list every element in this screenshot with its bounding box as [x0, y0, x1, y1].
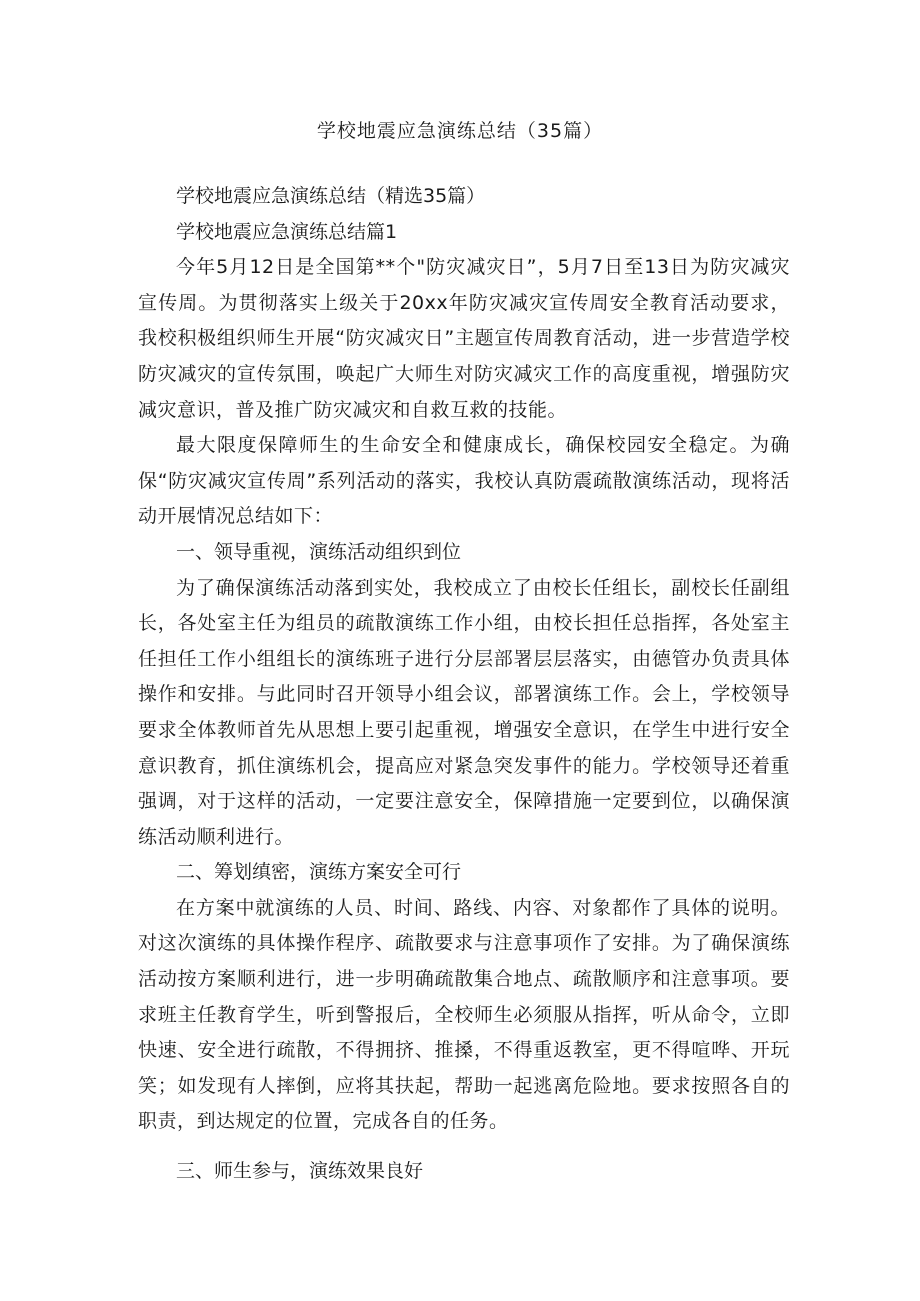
paragraph-section-1: 为了确保演练活动落到实处，我校成立了由校长任组长，副校长任副组长，各处室主任为组员的疏散演练工作小组，由校长担任总指挥，各处室主任担任工作小组组长的演练班子进行分层部署层层落实，由德管办负责具体操作和安排。与此同时召开领导小组会议，部署演练工作。会上，学校领导要求全体教师首先从思想上要引起重视，增强安全意识，在学生中进行安全意识教育，抓住演练机会，提高应对紧急突发事件的能力。学校领导还着重强调，对于这样的活动，一定要注意安全，保障措施一定要到位，以确保演练活动顺利进行。 — [138, 576, 790, 848]
paragraph-section-2: 在方案中就演练的人员、时间、路线、内容、对象都作了具体的说明。对这次演练的具体操作程序、疏散要求与注意事项作了安排。为了确保演练活动按方案顺利进行，进一步明确疏散集合地点、疏散顺序和注意事项。要求班主任教育学生，听到警报后，全校师生必须服从指挥，听从命令，立即快速、安全进行疏散，不得拥挤、推搡，不得重返教室，更不得喧哗、开玩笑；如发现有人摔倒，应将其扶起，帮助一起逃离危险地。要求按照各自的职责，到达规定的位置，完成各自的任务。 — [138, 896, 790, 1133]
article-heading: 学校地震应急演练总结篇1 — [176, 220, 398, 243]
paragraph-intro: 今年5月12日是全国第**个"防灾减灾日”，5月7日至13日为防灾减灾宣传周。为贯彻落实上级关于20xx年防灾减灾宣传周安全教育活动要求，我校积极组织师生开展“防灾减灾日”主题宣传周教育活动，进一步营造学校防灾减灾的宣传氛围，唤起广大师生对防灾减灾工作的高度重视，增强防灾减灾意识，普及推广防灾减灾和自救互救的技能。 — [138, 256, 790, 421]
paragraph-summary: 最大限度保障师生的生命安全和健康成长，确保校园安全稳定。为确保“防灾减灾宣传周”系列活动的落实，我校认真防震疏散演练活动，现将活动开展情况总结如下： — [138, 434, 790, 528]
section-heading-2: 二、筹划缜密，演练方案安全可行 — [176, 861, 462, 884]
document-body — [138, 179, 790, 1190]
document-title: 学校地震应急演练总结（35篇） — [316, 120, 604, 142]
section-heading-1: 一、领导重视，演练活动组织到位 — [176, 540, 462, 563]
document-subtitle: 学校地震应急演练总结（精选35篇） — [176, 185, 486, 207]
section-heading-3: 三、师生参与，演练效果良好 — [176, 1160, 424, 1183]
